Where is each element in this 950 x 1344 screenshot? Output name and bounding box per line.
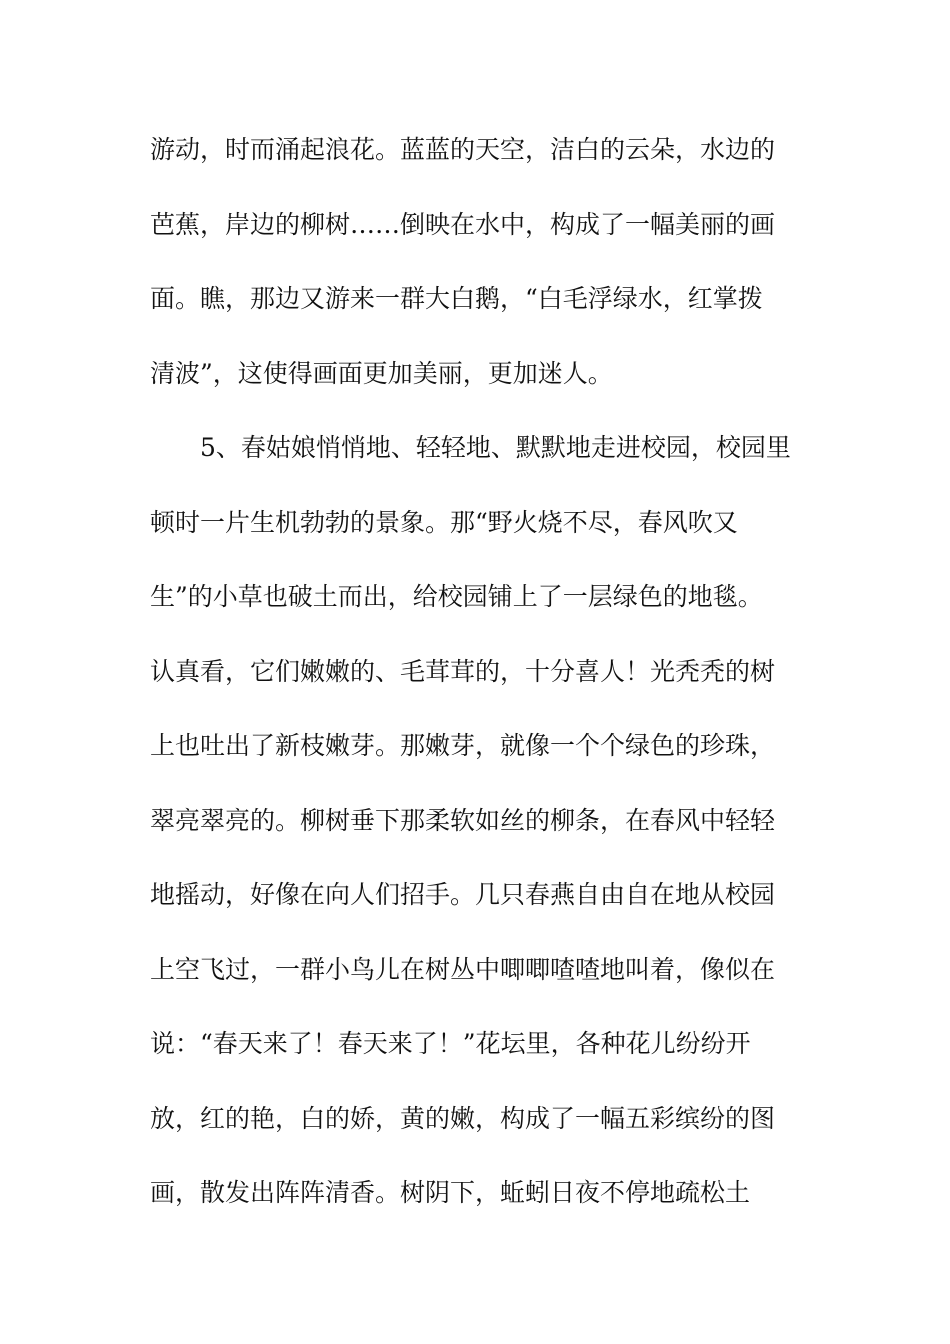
text-line: 生”的小草也破土而出，给校园铺上了一层绿色的地毯。 bbox=[150, 582, 763, 611]
text-line: 地摇动，好像在向人们招手。几只春燕自由自在地从校园 bbox=[150, 880, 776, 909]
text-line: 芭蕉，岸边的柳树……倒映在水中，构成了一幅美丽的画 bbox=[150, 209, 776, 239]
text-line: 顿时一片生机勃勃的景象。那“野火烧不尽，春风吹又 bbox=[150, 507, 738, 537]
text-line: 说：“春天来了！春天来了！”花坛里，各种花儿纷纷开 bbox=[150, 1029, 751, 1058]
text-line: 清波”，这使得画面更加美丽，更加迷人。 bbox=[150, 358, 613, 388]
text-line: 游动，时而涌起浪花。蓝蓝的天空，洁白的云朵，水边的 bbox=[150, 135, 776, 164]
text-line: 翠亮翠亮的。柳树垂下那柔软如丝的柳条，在春风中轻轻 bbox=[150, 805, 776, 835]
paragraph-start-line: 5、春姑娘悄悄地、轻轻地、默默地走进校园，校园里 bbox=[200, 433, 791, 462]
text-line: 认真看，它们嫩嫩的、毛茸茸的，十分喜人！光秃秃的树 bbox=[150, 656, 776, 686]
document-body bbox=[150, 122, 810, 1240]
text-line: 面。瞧，那边又游来一群大白鹅，“白毛浮绿水，红掌拨 bbox=[150, 284, 763, 313]
text-line: 画，散发出阵阵清香。树阴下，蚯蚓日夜不停地疏松土 bbox=[150, 1178, 751, 1207]
text-line: 放，红的艳，白的娇，黄的嫩，构成了一幅五彩缤纷的图 bbox=[150, 1103, 776, 1133]
text-line: 上空飞过，一群小鸟儿在树丛中唧唧喳喳地叫着，像似在 bbox=[150, 954, 776, 984]
text-line: 上也吐出了新枝嫩芽。那嫩芽，就像一个个绿色的珍珠， bbox=[150, 731, 776, 760]
